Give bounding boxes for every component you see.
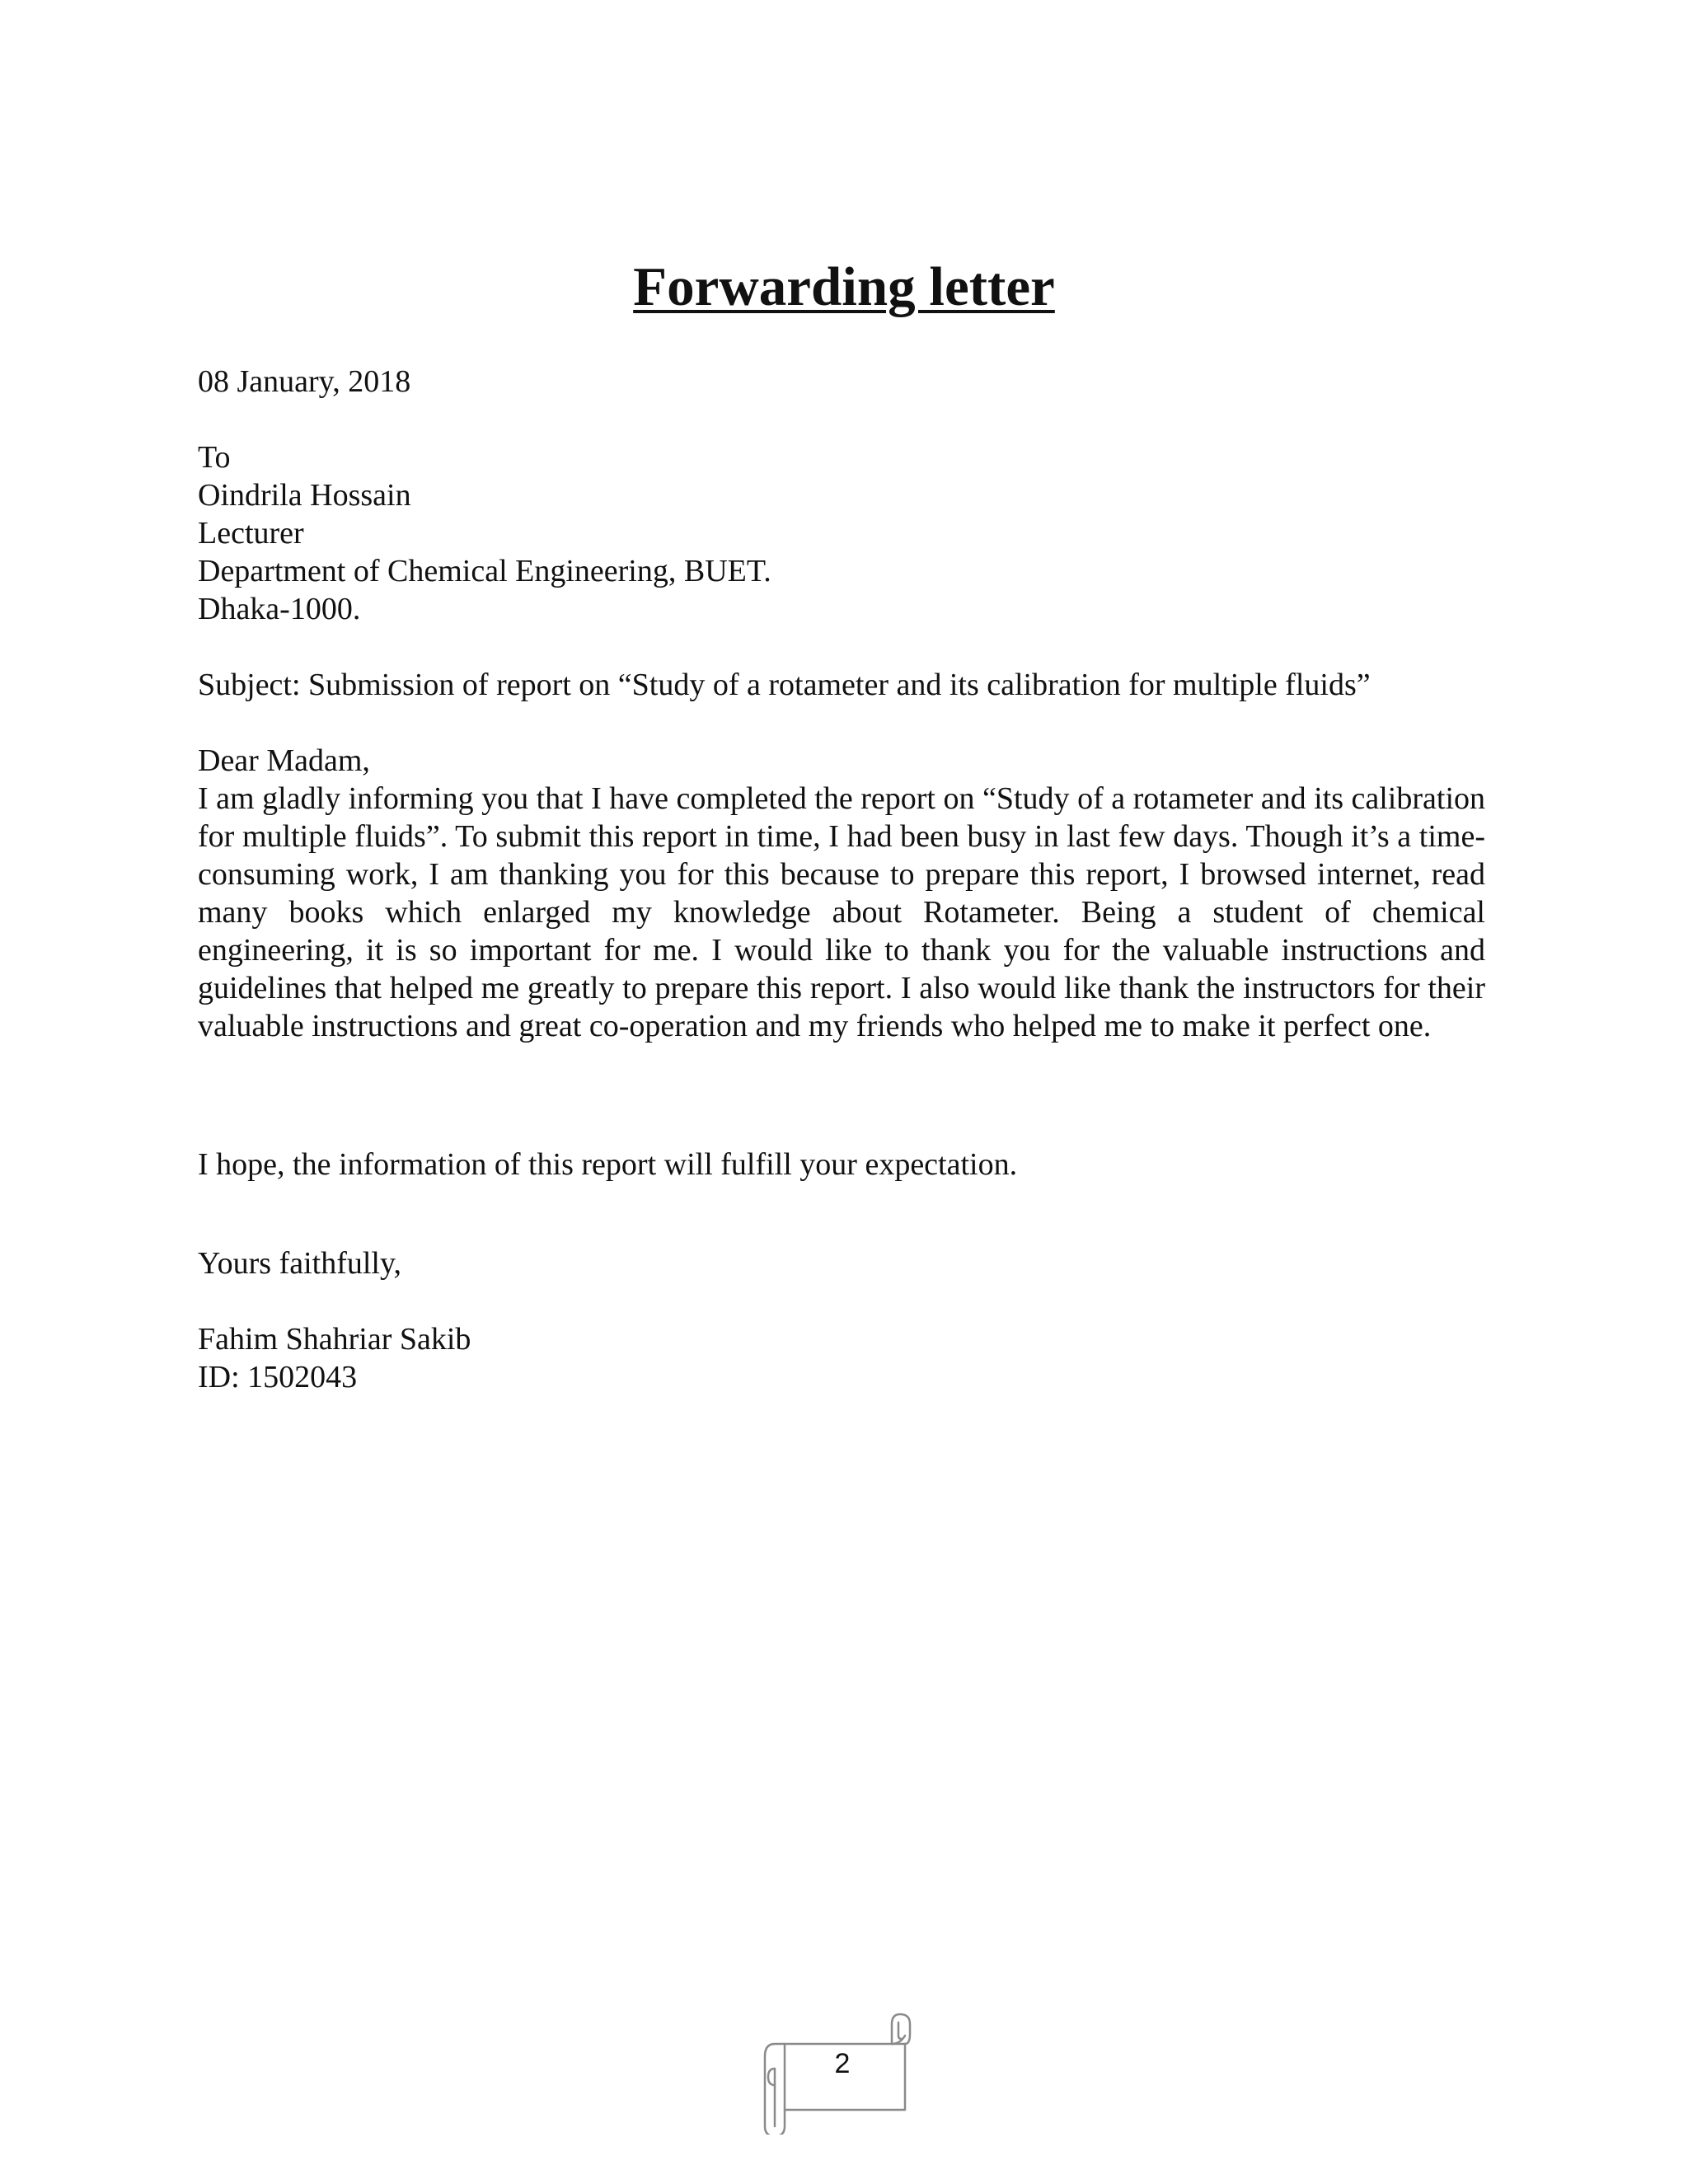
letter-salutation: Dear Madam, [198,743,370,778]
page-title: Forwarding letter [633,256,1055,317]
recipient-designation: Lecturer [198,516,304,551]
page-number: 2 [834,2048,851,2079]
letter-subject: Subject: Submission of report on “Study of a rotameter and its calibration for multiple fluids” [198,668,1371,702]
page-footer [760,2011,925,2135]
sender-id: ID: 1502043 [198,1360,358,1394]
closing-note: I hope, the information of this report will fulfill your expectation. [198,1147,1018,1182]
recipient-department: Department of Chemical Engineering, BUET. [198,554,771,588]
recipient-name: Oindrila Hossain [198,478,411,513]
sign-off: Yours faithfully, [198,1246,402,1281]
letter-body: I am gladly informing you that I have completed the report on “Study of a rotameter and its calibration for multiple fluids”. To submit this report in time, I had been busy in last few days. Though it’s a time-consuming work, I am thanking you for this because to prepare this report, I browsed internet, read many books which enlarged my knowledge about Rotameter. Being a student of chemical engineering, it is so important for me. I would like to thank you for the valuable instructions and guidelines that helped me greatly to prepare this report. I also would like thank the instructors for their valuable instructions and great co-operation and my friends who helped me to make it perfect one. [198,781,1485,1043]
sender-name: Fahim Shahriar Sakib [198,1322,471,1357]
letter-date: 08 January, 2018 [198,364,411,399]
recipient-city: Dhaka-1000. [198,592,361,626]
recipient-to: To [198,440,231,475]
